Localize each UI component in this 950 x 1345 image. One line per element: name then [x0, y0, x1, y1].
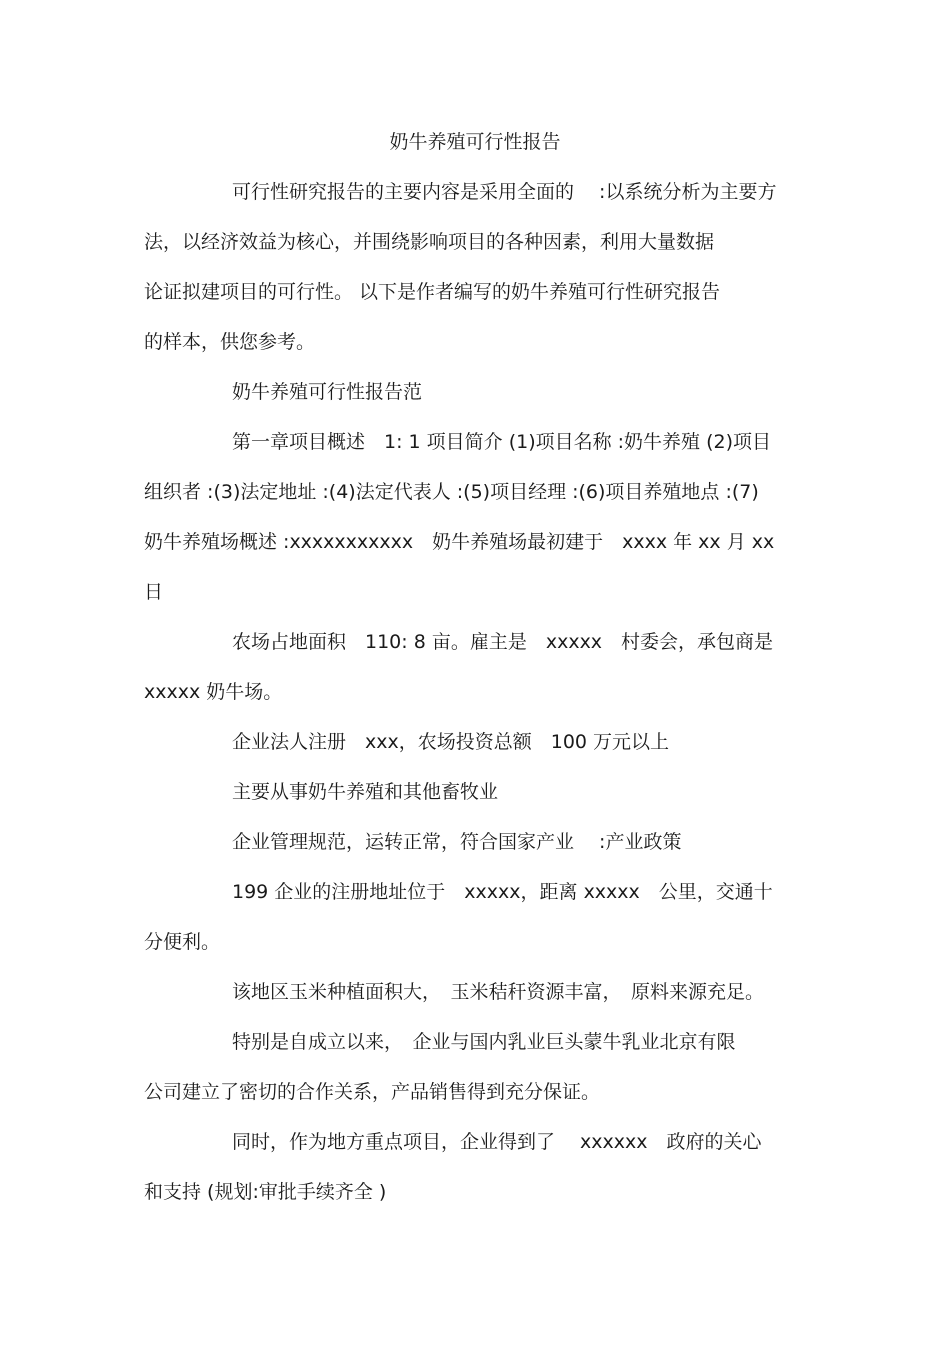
paragraph-line: 企业管理规范，运转正常，符合国家产业 :产业政策 [232, 831, 682, 853]
paragraph-line: 特别是自成立以来， 企业与国内乳业巨头蒙牛乳业北京有限 [232, 1031, 736, 1053]
paragraph-line: 同时，作为地方重点项目，企业得到了 xxxxxx 政府的关心 [232, 1131, 762, 1153]
paragraph-line: 农场占地面积 110: 8 亩。雇主是 xxxxx 村委会，承包商是 [232, 631, 774, 653]
paragraph-line: 可行性研究报告的主要内容是采用全面的 :以系统分析为主要方 [232, 181, 777, 203]
paragraph-line: 企业法人注册 xxx，农场投资总额 100 万元以上 [232, 731, 670, 753]
paragraph-line: 组织者 :(3)法定地址 :(4)法定代表人 :(5)项目经理 :(6)项目养殖地点 :(7) [144, 481, 759, 503]
paragraph-line: 的样本，供您参考。 [144, 331, 316, 353]
paragraph-line: 第一章项目概述 1: 1 项目简介 (1)项目名称 :奶牛养殖 (2)项目 [232, 431, 772, 453]
paragraph-line: xxxxx 奶牛场。 [144, 681, 283, 703]
paragraph-line: 主要从事奶牛养殖和其他畜牧业 [232, 781, 499, 803]
paragraph-line: 公司建立了密切的合作关系，产品销售得到充分保证。 [144, 1081, 601, 1103]
paragraph-line: 199 企业的注册地址位于 xxxxx，距离 xxxxx 公里，交通十 [232, 881, 773, 903]
paragraph-line: 分便利。 [144, 931, 221, 953]
paragraph-line: 论证拟建项目的可行性。 以下是作者编写的奶牛养殖可行性研究报告 [144, 281, 721, 303]
paragraph-line: 奶牛养殖场概述 :xxxxxxxxxxx 奶牛养殖场最初建于 xxxx 年 xx 月 xx [144, 531, 775, 553]
section-heading: 奶牛养殖可行性报告范 [232, 381, 423, 403]
paragraph-line: 该地区玉米种植面积大， 玉米秸秆资源丰富， 原料来源充足。 [232, 981, 765, 1003]
paragraph-line: 法，以经济效益为核心，并围绕影响项目的各种因素，利用大量数据 [144, 231, 715, 253]
document-title: 奶牛养殖可行性报告 [389, 131, 561, 153]
paragraph-line: 日 [144, 581, 164, 603]
paragraph-line: 和支持 (规划:审批手续齐全 ) [144, 1181, 387, 1203]
